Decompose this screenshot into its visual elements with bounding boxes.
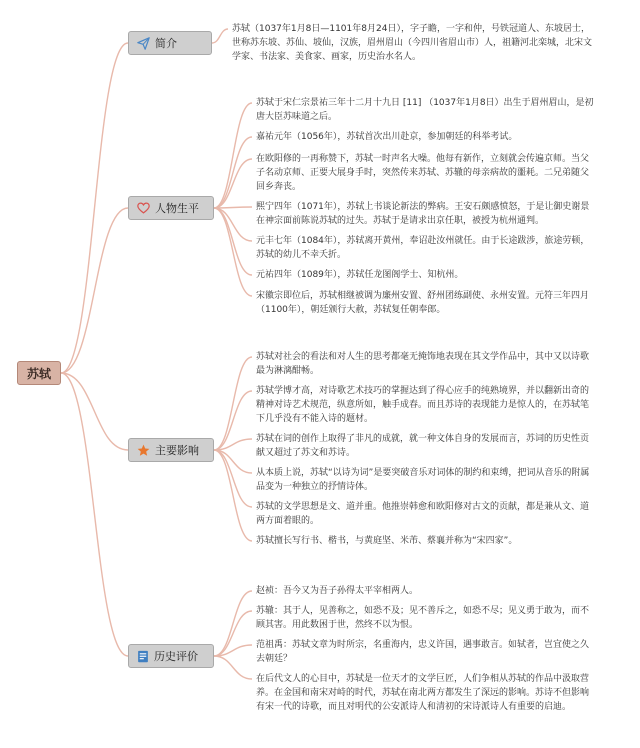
branch-to-leaf-connector (214, 611, 252, 656)
root-label: 苏轼 (26, 366, 51, 381)
leaf-text: 苏辙：其于人，见善称之，如恐不及；见不善斥之，如恐不尽；见义勇于敢为，而不顾其害。用此数困于世，然终不以为恨。 (256, 606, 590, 630)
star-icon (137, 444, 150, 457)
branch-intro[interactable] (128, 31, 212, 55)
branch-label: 历史评价 (154, 650, 198, 663)
branch-influence[interactable] (128, 438, 214, 462)
root-to-branch-connector (61, 373, 128, 450)
leaf-text: 嘉祐元年（1056年），苏轼首次出川赴京，参加朝廷的科举考试。 (256, 132, 518, 142)
branch-to-leaf-connector (214, 357, 252, 450)
branch-to-leaf-connector (214, 450, 252, 541)
root-to-branch-connector (61, 373, 128, 656)
leaf-text: 苏轼的文学思想是文、道并重。他推崇韩愈和欧阳修对古文的贡献，都是兼从文、道两方面着眼的。 (256, 502, 590, 526)
leaf-text: 范祖禹：苏轼文章为时所宗，名重海内，忠义许国，遇事敢言。如轼者，岂宜使之久去朝廷？ (256, 640, 590, 664)
leaf-text: 苏轼学博才高，对诗歌艺术技巧的掌握达到了得心应手的纯熟境界，并以翻新出奇的精神对诗艺术规范，纵意所如，触手成春。而且苏诗的表现能力是惊人的，在苏轼笔下几乎没有不能入诗的题材。 (256, 386, 590, 424)
leaf-text: 在欧阳修的一再称赞下，苏轼一时声名大噪。他每有新作，立刻就会传遍京师。当父子名动京师、正要大展身手时，突然传来苏轼、苏辙的母亲病故的噩耗。二兄弟随父回乡奔丧。 (256, 154, 590, 192)
leaf-text: 苏轼于宋仁宗景祐三年十二月十九日 [11] （1037年1月8日）出生于眉州眉山，是初唐大臣苏味道之后。 (256, 98, 594, 122)
book-icon (137, 650, 149, 663)
leaf-text: 赵祯：吾今又为吾子孙得太平宰相两人。 (256, 586, 419, 596)
root-node[interactable] (17, 361, 61, 385)
branch-to-leaf-connector (214, 391, 252, 450)
branch-to-leaf-connector (214, 208, 252, 275)
branch-life[interactable] (128, 196, 214, 220)
leaf-text: 宋徽宗即位后，苏轼相继被调为廉州安置、舒州团练副使、永州安置。元符三年四月（1100年），朝廷颁行大赦，苏轼复任朝奉郎。 (256, 291, 590, 315)
root-to-branch-connector (61, 208, 128, 373)
branch-to-leaf-connector (214, 207, 252, 208)
branch-label: 人物生平 (155, 202, 199, 215)
root-to-branch-connector (61, 43, 128, 373)
branch-to-leaf-connector (212, 29, 228, 43)
branch-evaluation[interactable] (128, 644, 214, 668)
leaf-text: 苏轼在词的创作上取得了非凡的成就，就一种文体自身的发展而言，苏词的历史性贡献又超过了苏文和苏诗。 (256, 434, 590, 458)
leaf-text: 苏轼擅长写行书、楷书，与黄庭坚、米芾、蔡襄并称为“宋四家”。 (256, 536, 518, 546)
branch-to-leaf-connector (214, 591, 252, 656)
leaf-text: 从本质上说，苏轼“以诗为词”是要突破音乐对词体的制约和束缚，把词从音乐的附属品变为一种独立的抒情诗体。 (256, 468, 590, 492)
branch-to-leaf-connector (214, 208, 252, 296)
branch-to-leaf-connector (214, 656, 252, 679)
branch-to-leaf-connector (214, 103, 252, 208)
leaf-text: 苏轼（1037年1月8日—1101年8月24日），字子瞻，一字和仲，号铁冠道人、东坡居士，世称苏东坡、苏仙、坡仙，汉族，眉州眉山（今四川省眉山市）人，祖籍河北栾城，北宋文学家、书法家、美食家、画家，历史治水名人。 (232, 24, 593, 62)
paper-plane-icon (137, 37, 150, 50)
branch-to-leaf-connector (214, 137, 252, 208)
branch-to-leaf-connector (214, 208, 252, 241)
leaf-text: 苏轼对社会的看法和对人生的思考都毫无掩饰地表现在其文学作品中，其中又以诗歌最为淋漓酣畅。 (256, 352, 590, 376)
leaf-text: 在后代文人的心目中，苏轼是一位天才的文学巨匠，人们争相从苏轼的作品中汲取营养。在金国和南宋对峙的时代，苏轼在南北两方都发生了深远的影响。苏诗不但影响有宋一代的诗歌，而且对明代的公安派诗人和清初的宋诗派诗人有重要的启迪。 (256, 674, 590, 712)
leaf-text: 元丰七年（1084年），苏轼离开黄州，奉诏赴汝州就任。由于长途跋涉，旅途劳顿，苏轼的幼儿不幸夭折。 (256, 236, 590, 260)
branch-label: 简介 (155, 37, 177, 50)
heart-icon (137, 202, 150, 214)
leaf-text: 元祐四年（1089年），苏轼任龙图阁学士、知杭州。 (256, 270, 464, 280)
branch-label: 主要影响 (155, 444, 199, 457)
branch-to-leaf-connector (214, 159, 252, 208)
leaf-text: 熙宁四年（1071年），苏轼上书谈论新法的弊病。王安石颇感愤怒，于是让御史谢景在神宗面前陈说苏轼的过失。苏轼于是请求出京任职，被授为杭州通判。 (256, 202, 590, 226)
